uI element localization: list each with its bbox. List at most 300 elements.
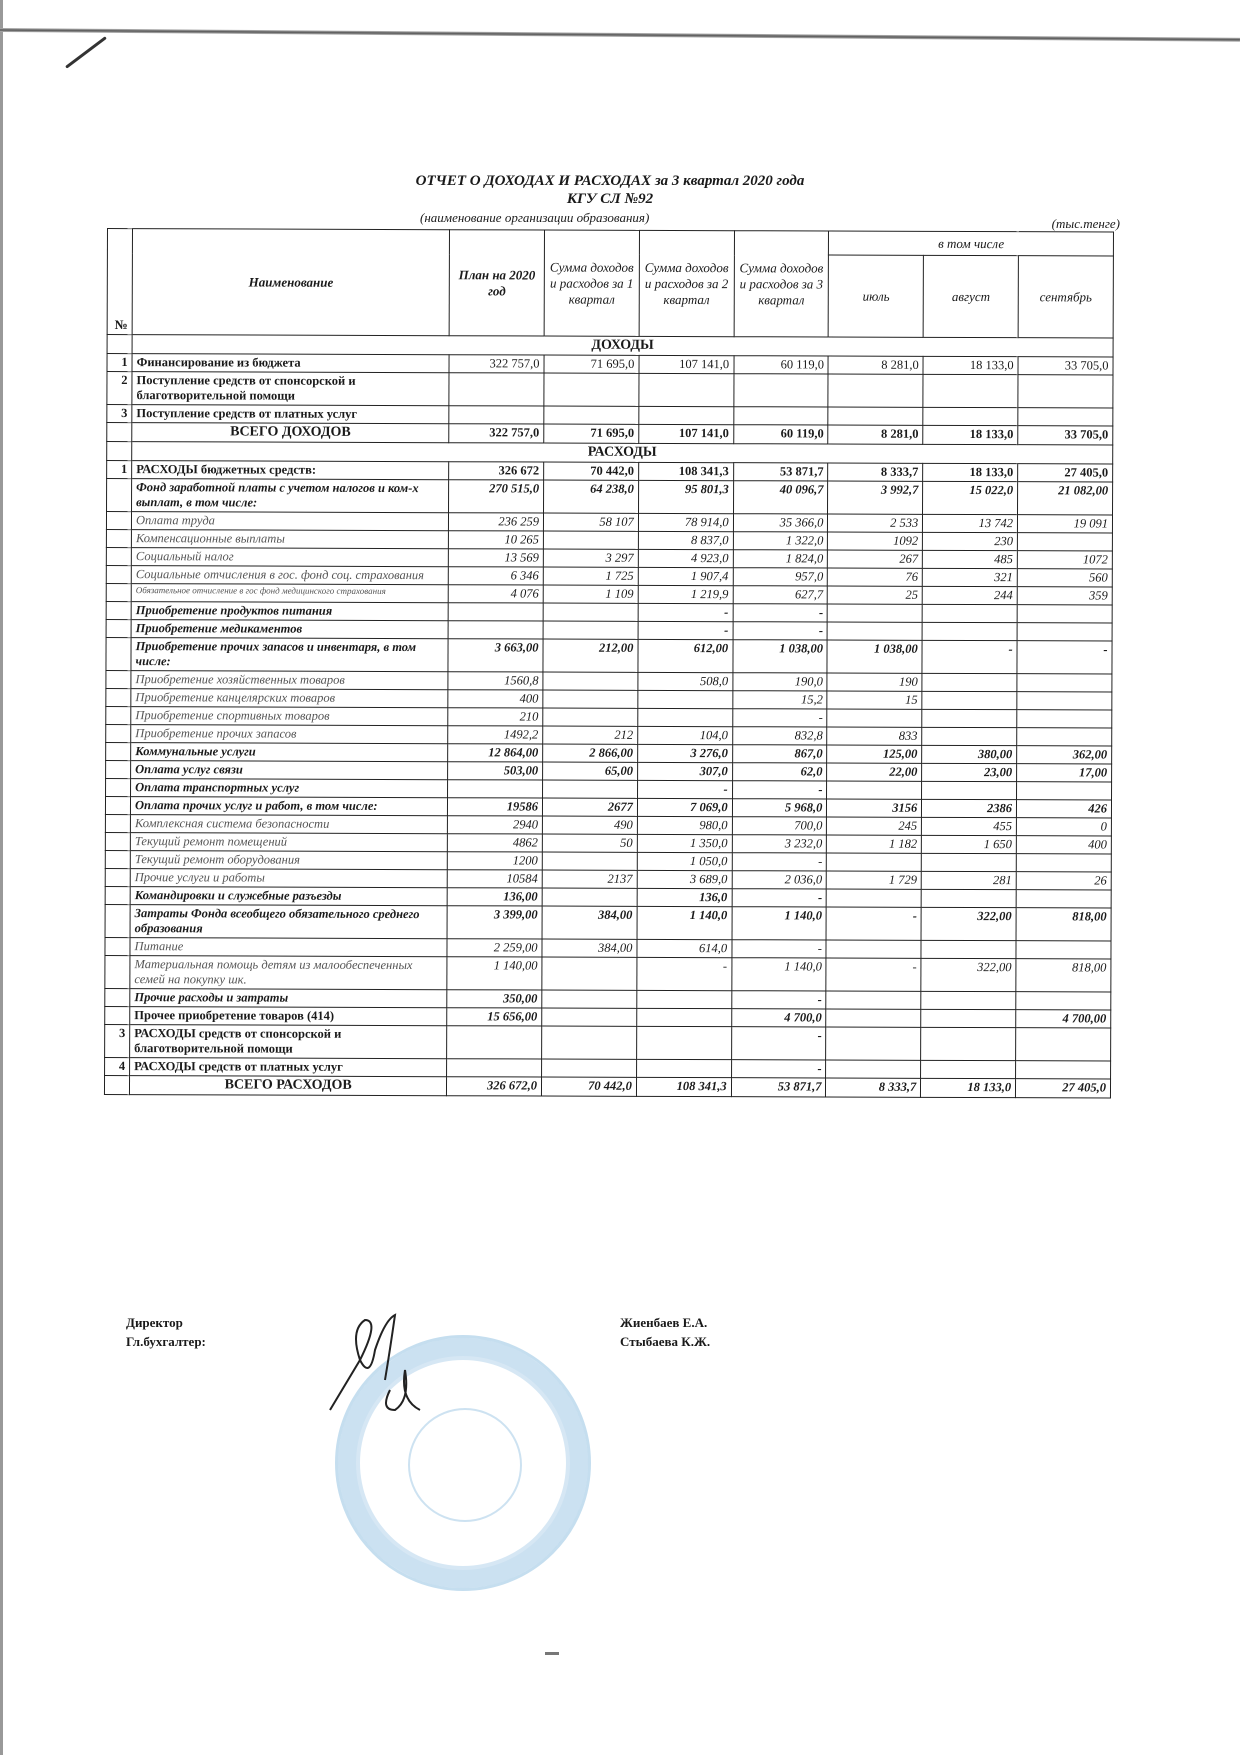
total-september: 27 405,0 xyxy=(1016,1079,1111,1098)
cell-august xyxy=(921,889,1016,907)
row-number xyxy=(105,937,130,955)
total-row xyxy=(104,1075,1110,1098)
cell-august xyxy=(922,691,1017,709)
row-name: Прочее приобретение товаров (414) xyxy=(130,1007,447,1026)
cell-q1: 1 725 xyxy=(543,567,638,585)
cell-september: 33 705,0 xyxy=(1018,357,1113,375)
scan-speck xyxy=(545,1652,559,1655)
total-september: 33 705,0 xyxy=(1018,426,1113,445)
row-number: 1 xyxy=(107,461,132,479)
cell-plan: 1492,2 xyxy=(448,726,543,744)
scan-fold-line xyxy=(0,28,1240,42)
cell-july: 25 xyxy=(828,586,923,604)
cell-september xyxy=(1017,533,1112,551)
cell-q2: 3 276,0 xyxy=(637,744,732,762)
row-name: Прочие услуги и работы xyxy=(130,869,447,888)
row-number xyxy=(106,637,131,670)
cell-july xyxy=(827,781,922,799)
cell-plan: 350,00 xyxy=(447,990,542,1008)
cell-q1 xyxy=(542,1008,637,1026)
row-number: 3 xyxy=(105,1024,130,1057)
cell-plan xyxy=(447,1059,542,1077)
cell-july xyxy=(828,604,923,622)
cell-august xyxy=(922,781,1017,799)
cell-september xyxy=(1017,710,1112,728)
units-caption: (тыс.тенге) xyxy=(1051,216,1120,231)
cell-august: 2386 xyxy=(922,799,1017,817)
cell-q2: 78 914,0 xyxy=(638,513,733,531)
organization-name: КГУ СЛ №92 xyxy=(566,191,654,207)
row-number xyxy=(105,832,130,850)
report-title xyxy=(380,172,840,208)
cell-september xyxy=(1016,890,1111,908)
row-name: Оплата труда xyxy=(132,512,449,531)
row-name: Поступление средств от спонсорской и благотворительной помощи xyxy=(132,372,449,406)
cell-july xyxy=(826,991,921,1009)
row-number xyxy=(106,619,131,637)
director-name: Жиенбаев Е.А. xyxy=(620,1315,708,1330)
total-label: ВСЕГО РАСХОДОВ xyxy=(130,1076,447,1096)
cell-july: 1 729 xyxy=(827,871,922,889)
row-name: РАСХОДЫ средств от платных услуг xyxy=(130,1058,447,1077)
cell-august xyxy=(921,1009,1016,1027)
row-number xyxy=(105,988,130,1006)
row-name: Приобретение канцелярских товаров xyxy=(131,689,448,708)
total-july: 8 333,7 xyxy=(826,1078,921,1097)
cell-plan: 1200 xyxy=(447,852,542,870)
cell-september xyxy=(1018,408,1113,426)
cell-august: - xyxy=(922,640,1017,673)
cell-september: 426 xyxy=(1017,800,1112,818)
cell-q3: - xyxy=(733,604,828,622)
cell-q3: 60 119,0 xyxy=(734,356,829,374)
scan-edge xyxy=(0,0,3,1755)
table-row xyxy=(105,1024,1111,1061)
income-section xyxy=(107,335,1113,446)
cell-q3: 627,7 xyxy=(733,586,828,604)
row-number xyxy=(106,583,131,601)
cell-q2: - xyxy=(637,957,732,990)
cell-september xyxy=(1017,782,1112,800)
row-name: Оплата прочих услуг и работ, в том числе: xyxy=(131,797,448,816)
cell-q2: 1 350,0 xyxy=(637,834,732,852)
cell-q1: 65,00 xyxy=(543,762,638,780)
cell-q2: 307,0 xyxy=(637,762,732,780)
cell-july xyxy=(826,1009,921,1027)
row-number: 2 xyxy=(107,372,132,405)
total-q1: 71 695,0 xyxy=(544,424,639,443)
cell-q3: 867,0 xyxy=(732,745,827,763)
cell-q1 xyxy=(544,373,639,406)
total-plan: 322 757,0 xyxy=(449,424,544,443)
row-number xyxy=(107,479,132,512)
row-name: Прочие расходы и затраты xyxy=(130,989,447,1008)
cell-august xyxy=(922,673,1017,691)
cell-q1 xyxy=(543,603,638,621)
col-header-name: Наименование xyxy=(132,229,450,336)
cell-q3: 3 232,0 xyxy=(732,835,827,853)
cell-q1 xyxy=(542,1026,637,1059)
expense-section xyxy=(104,442,1112,1099)
cell-plan: 6 346 xyxy=(448,567,543,585)
cell-q3: - xyxy=(731,1027,826,1060)
director-label: Директор xyxy=(126,1315,183,1330)
cell-september xyxy=(1018,375,1113,408)
cell-q3: 35 366,0 xyxy=(733,514,828,532)
cell-q1: 212 xyxy=(543,726,638,744)
row-number: 1 xyxy=(107,354,132,372)
cell-july: 2 533 xyxy=(828,514,923,532)
cell-q3: 15,2 xyxy=(732,691,827,709)
table-row xyxy=(105,955,1111,992)
cell-july xyxy=(827,709,922,727)
cell-july: 245 xyxy=(827,817,922,835)
row-name: Материальная помощь детям из малообеспеченных семей на покупку шк. xyxy=(130,956,447,990)
cell-september: 362,00 xyxy=(1017,746,1112,764)
row-name: Фонд заработной платы с учетом налогов и ком-х выплат, в том числе: xyxy=(132,479,449,513)
cell-q1 xyxy=(543,531,638,549)
cell-plan: 236 259 xyxy=(449,513,544,531)
cell-q2: 614,0 xyxy=(637,939,732,957)
cell-q2: - xyxy=(637,780,732,798)
cell-q2: 4 923,0 xyxy=(638,549,733,567)
row-number xyxy=(106,529,131,547)
cell-september xyxy=(1017,605,1112,623)
cell-q3: - xyxy=(732,940,827,958)
cell-july: 1092 xyxy=(828,532,923,550)
cell-plan: 1 140,00 xyxy=(447,957,542,990)
cell-q1: 70 442,0 xyxy=(544,462,639,480)
cell-plan: 12 864,00 xyxy=(448,744,543,762)
cell-september xyxy=(1016,992,1111,1010)
cell-q2: 7 069,0 xyxy=(637,798,732,816)
cell-q3: 1 038,00 xyxy=(733,640,828,673)
cell-q2: 136,0 xyxy=(637,888,732,906)
cell-september xyxy=(1016,1028,1111,1061)
row-name: Комплексная система безопасности xyxy=(130,815,447,834)
cell-q3: 832,8 xyxy=(732,727,827,745)
cell-july: 1 038,00 xyxy=(827,640,922,673)
cell-september: 359 xyxy=(1017,587,1112,605)
cell-q2 xyxy=(637,990,732,1008)
col-header-q2: Сумма доходов и расходов за 2 квартал xyxy=(639,230,734,336)
cell-q2: 1 140,0 xyxy=(637,906,732,939)
cell-q1 xyxy=(543,672,638,690)
row-number xyxy=(106,688,131,706)
cell-q1 xyxy=(543,690,638,708)
cell-q2 xyxy=(636,1059,731,1077)
cell-q2 xyxy=(636,1026,731,1059)
cell-q1: 3 297 xyxy=(543,549,638,567)
cell-september: 400 xyxy=(1016,836,1111,854)
cell-july: - xyxy=(826,958,921,991)
cell-q3: 1 140,0 xyxy=(732,907,827,940)
row-name: Текущий ремонт помещений xyxy=(130,833,447,852)
cell-q2 xyxy=(638,690,733,708)
row-number xyxy=(106,670,131,688)
cell-q2 xyxy=(638,708,733,726)
cell-september xyxy=(1016,854,1111,872)
row-name: Поступление средств от платных услуг xyxy=(132,405,449,424)
cell-q2: 1 907,4 xyxy=(638,567,733,585)
cell-september: - xyxy=(1017,641,1112,674)
total-q3: 60 119,0 xyxy=(733,425,828,444)
cell-september xyxy=(1017,623,1112,641)
cell-plan: 3 399,00 xyxy=(447,906,542,939)
signature xyxy=(320,1300,460,1430)
cell-q1 xyxy=(542,852,637,870)
row-number xyxy=(106,760,131,778)
cell-july xyxy=(826,1060,921,1078)
cell-plan: 19586 xyxy=(448,798,543,816)
row-number: 3 xyxy=(107,405,132,423)
cell-july xyxy=(827,889,922,907)
cell-q2 xyxy=(637,1008,732,1026)
cell-august: 23,00 xyxy=(922,763,1017,781)
cell-q3: - xyxy=(732,889,827,907)
cell-july: 1 182 xyxy=(827,835,922,853)
row-name: РАСХОДЫ средств от спонсорской и благотворительной помощи xyxy=(130,1025,447,1059)
total-q3: 53 871,7 xyxy=(731,1078,826,1097)
cell-july xyxy=(826,1027,921,1060)
table-header xyxy=(107,229,1113,339)
cell-q3: 190,0 xyxy=(733,673,828,691)
total-august: 18 133,0 xyxy=(921,1078,1016,1097)
cell-plan: 4 076 xyxy=(448,585,543,603)
col-header-q3: Сумма доходов и расходов за 3 квартал xyxy=(734,231,829,337)
row-number xyxy=(106,742,131,760)
cell-july xyxy=(826,940,921,958)
cell-q3: 4 700,0 xyxy=(731,1009,826,1027)
row-name: РАСХОДЫ бюджетных средств: xyxy=(132,461,449,480)
cell-q2: 612,00 xyxy=(638,639,733,672)
cell-plan: 210 xyxy=(448,708,543,726)
col-header-july: июль xyxy=(829,255,924,337)
cell-july: 15 xyxy=(827,691,922,709)
cell-q1 xyxy=(542,888,637,906)
cell-september xyxy=(1016,1061,1111,1079)
cell-august xyxy=(922,727,1017,745)
cell-july: 125,00 xyxy=(827,745,922,763)
cell-q2: 108 341,3 xyxy=(638,462,733,480)
row-number xyxy=(106,706,131,724)
table-row xyxy=(105,904,1111,941)
cell-q3: - xyxy=(731,1060,826,1078)
cell-july: 3156 xyxy=(827,799,922,817)
cell-q1 xyxy=(542,957,637,990)
row-name: Финансирование из бюджета xyxy=(132,354,449,373)
cell-q1 xyxy=(543,708,638,726)
cell-q2: - xyxy=(638,621,733,639)
cell-q3: 5 968,0 xyxy=(732,799,827,817)
cell-september xyxy=(1016,941,1111,959)
cell-q2: 980,0 xyxy=(637,816,732,834)
cell-plan: 2940 xyxy=(448,816,543,834)
row-number xyxy=(106,565,131,583)
cell-q3: 700,0 xyxy=(732,817,827,835)
cell-july: 8 281,0 xyxy=(828,356,923,374)
cell-q3: - xyxy=(732,781,827,799)
row-number xyxy=(105,868,130,886)
col-header-including: в том числе xyxy=(829,231,1114,256)
cell-august xyxy=(923,407,1018,425)
cell-q1: 212,00 xyxy=(543,639,638,672)
cell-q3: 1 824,0 xyxy=(733,550,828,568)
row-number xyxy=(105,814,130,832)
cell-august: 281 xyxy=(921,871,1016,889)
income-section-label: ДОХОДЫ xyxy=(132,335,1113,357)
cell-august xyxy=(921,940,1016,958)
row-name: Приобретение прочих запасов и инвентаря, в том числе: xyxy=(131,638,448,672)
cell-august xyxy=(922,604,1017,622)
cell-september: 818,00 xyxy=(1016,959,1111,992)
cell-plan xyxy=(449,406,544,424)
row-number xyxy=(105,1006,130,1024)
row-name: Затраты Фонда всеобщего обязательного среднего образования xyxy=(130,905,447,939)
cell-august: 485 xyxy=(923,550,1018,568)
cell-july: 76 xyxy=(828,568,923,586)
row-name: Питание xyxy=(130,938,447,957)
cell-september: 560 xyxy=(1017,569,1112,587)
cell-august: 1 650 xyxy=(922,835,1017,853)
cell-plan: 15 656,00 xyxy=(447,1008,542,1026)
cell-august: 455 xyxy=(922,817,1017,835)
cell-september: 1072 xyxy=(1017,551,1112,569)
col-header-september: сентябрь xyxy=(1018,256,1113,338)
cell-september: 4 700,00 xyxy=(1016,1010,1111,1028)
total-q1: 70 442,0 xyxy=(542,1077,637,1096)
cell-q3: 1 322,0 xyxy=(733,532,828,550)
cell-august: 15 022,0 xyxy=(923,481,1018,514)
col-header-plan: План на 2020 год xyxy=(449,230,544,336)
total-july: 8 281,0 xyxy=(828,425,923,444)
cell-august: 18 133,0 xyxy=(923,356,1018,374)
row-number: 4 xyxy=(105,1057,130,1075)
cell-q3 xyxy=(733,407,828,425)
cell-july xyxy=(828,407,923,425)
row-number xyxy=(105,850,130,868)
cell-plan xyxy=(448,780,543,798)
cell-august xyxy=(921,1027,1016,1060)
accountant-label: Гл.бухгалтер: xyxy=(126,1334,206,1349)
accountant-name: Стыбаева К.Ж. xyxy=(620,1334,711,1349)
cell-q3: 62,0 xyxy=(732,763,827,781)
cell-september xyxy=(1017,728,1112,746)
cell-august xyxy=(923,374,1018,407)
row-name: Приобретение прочих запасов xyxy=(131,725,448,744)
cell-q1 xyxy=(542,990,637,1008)
cell-august xyxy=(922,853,1017,871)
cell-q2: 3 689,0 xyxy=(637,870,732,888)
cell-q2: 95 801,3 xyxy=(638,480,733,513)
row-name: Социальные отчисления в гос. фонд соц. страхования xyxy=(131,566,448,585)
cell-q1: 50 xyxy=(542,834,637,852)
cell-q3: - xyxy=(732,709,827,727)
cell-august: 380,00 xyxy=(922,745,1017,763)
cell-july: - xyxy=(826,907,921,940)
cell-q3: 53 871,7 xyxy=(733,463,828,481)
cell-july: 190 xyxy=(827,673,922,691)
cell-q1: 490 xyxy=(542,816,637,834)
col-header-august: август xyxy=(923,255,1018,337)
col-header-no: № xyxy=(107,229,132,335)
cell-september: 26 xyxy=(1016,872,1111,890)
cell-q2 xyxy=(639,373,734,406)
row-number xyxy=(106,512,131,530)
cell-q1: 384,00 xyxy=(542,906,637,939)
cell-plan: 10584 xyxy=(447,870,542,888)
cell-plan: 3 663,00 xyxy=(448,639,543,672)
cell-q3: 40 096,7 xyxy=(733,481,828,514)
row-number xyxy=(106,601,131,619)
expense-section-label: РАСХОДЫ xyxy=(132,442,1113,464)
row-number xyxy=(106,724,131,742)
cell-august: 322,00 xyxy=(921,907,1016,940)
cell-september: 19 091 xyxy=(1018,515,1113,533)
cell-september: 818,00 xyxy=(1016,908,1111,941)
cell-august: 230 xyxy=(923,532,1018,550)
row-number xyxy=(105,886,130,904)
cell-september: 0 xyxy=(1016,818,1111,836)
signature-names xyxy=(620,1313,710,1351)
cell-q3: - xyxy=(732,853,827,871)
table-row xyxy=(106,637,1112,674)
col-header-q1: Сумма доходов и расходов за 1 квартал xyxy=(544,230,639,336)
row-number xyxy=(105,796,130,814)
table-row xyxy=(107,479,1113,516)
cell-august: 244 xyxy=(922,586,1017,604)
row-number xyxy=(105,904,130,937)
row-number xyxy=(106,778,131,796)
cell-q1: 64 238,0 xyxy=(544,480,639,513)
cell-q2: 8 837,0 xyxy=(638,531,733,549)
row-number xyxy=(106,547,131,565)
row-name: Оплата транспортных услуг xyxy=(131,779,448,798)
row-name: Коммунальные услуги xyxy=(131,743,448,762)
cell-q2: 1 050,0 xyxy=(637,852,732,870)
cell-q2: - xyxy=(638,603,733,621)
cell-september: 27 405,0 xyxy=(1018,464,1113,482)
total-august: 18 133,0 xyxy=(923,425,1018,444)
cell-plan: 270 515,0 xyxy=(449,480,544,513)
cell-plan: 322 757,0 xyxy=(449,355,544,373)
cell-q1 xyxy=(543,780,638,798)
cell-august xyxy=(921,1060,1016,1078)
cell-plan: 503,00 xyxy=(448,762,543,780)
cell-september: 21 082,00 xyxy=(1018,482,1113,515)
cell-q3: 957,0 xyxy=(733,568,828,586)
cell-august xyxy=(922,622,1017,640)
cell-september xyxy=(1017,674,1112,692)
cell-august xyxy=(922,709,1017,727)
cell-q2: 1 219,9 xyxy=(638,585,733,603)
cell-plan xyxy=(448,621,543,639)
cell-august: 322,00 xyxy=(921,958,1016,991)
report-table xyxy=(104,228,1114,1099)
cell-q3 xyxy=(734,374,829,407)
signature-labels xyxy=(126,1313,206,1351)
row-number xyxy=(105,955,130,988)
cell-august: 13 742 xyxy=(923,514,1018,532)
table-row xyxy=(107,372,1113,409)
cell-q1: 58 107 xyxy=(543,513,638,531)
total-q2: 107 141,0 xyxy=(639,424,734,443)
cell-q1: 1 109 xyxy=(543,585,638,603)
cell-q3: 1 140,0 xyxy=(731,958,826,991)
row-name: Приобретение продуктов питания xyxy=(131,602,448,621)
total-q2: 108 341,3 xyxy=(636,1077,731,1096)
cell-q1: 2 866,00 xyxy=(543,744,638,762)
